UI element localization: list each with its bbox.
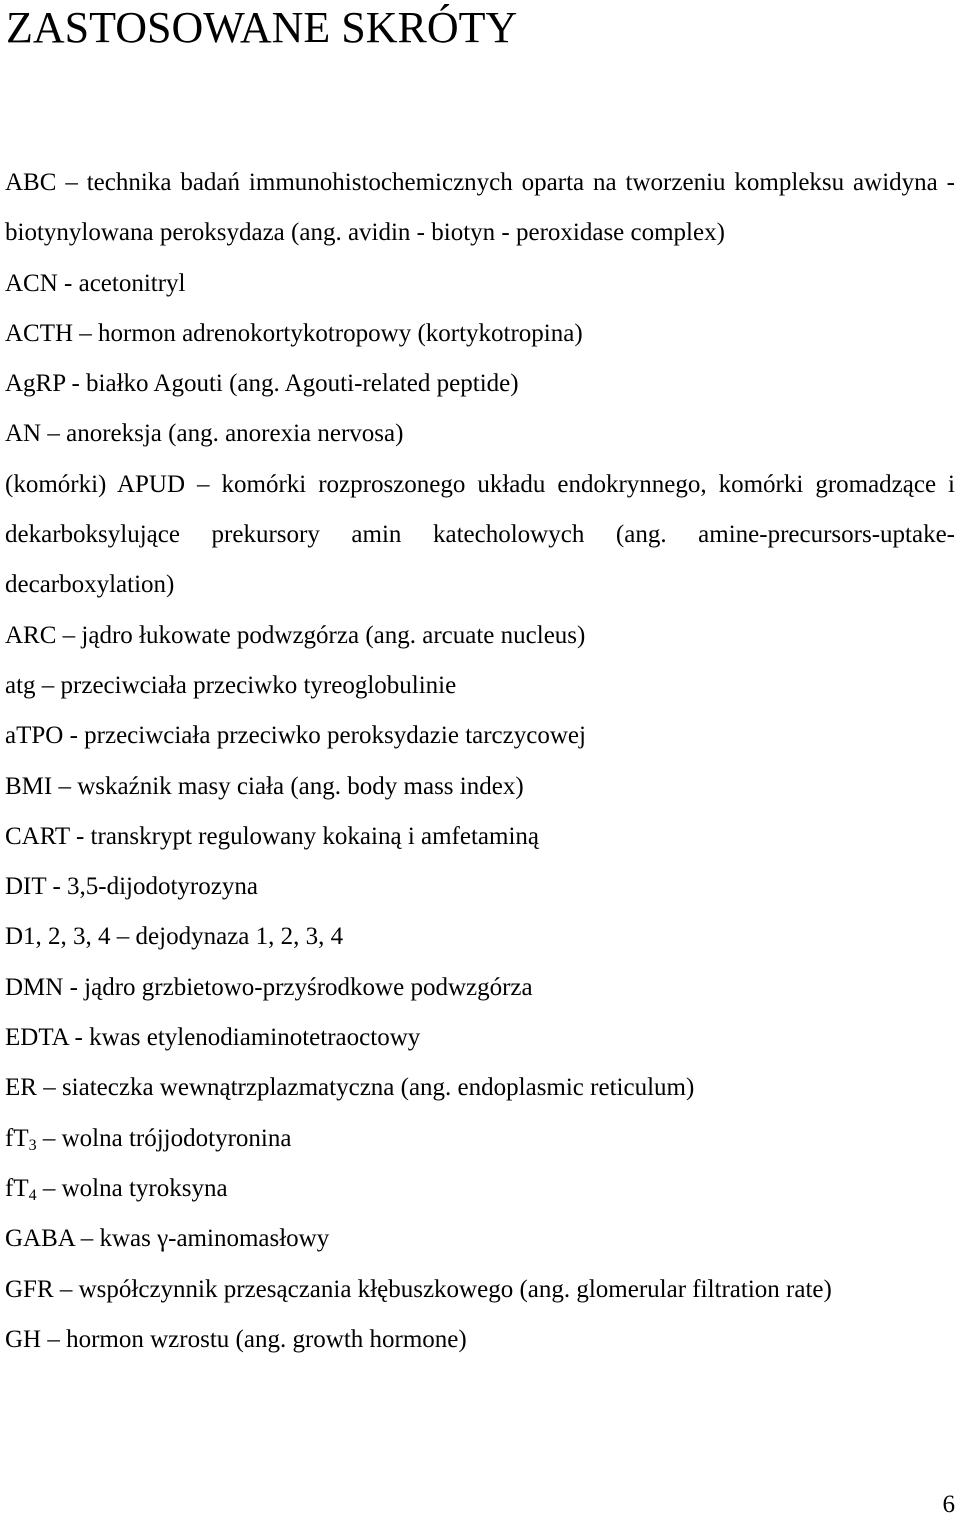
abbreviation-prefix: fT xyxy=(5,1174,29,1202)
abbreviation-entry-acn: ACN - acetonitryl xyxy=(5,269,186,297)
abbreviation-entry-gfr: GFR – współczynnik przesączania kłębuszkowego (ang. glomerular filtration rate) xyxy=(5,1275,832,1303)
abbreviation-definition: – wolna trójjodotyronina xyxy=(36,1124,292,1152)
abbreviation-entry-atg: atg – przeciwciała przeciwko tyreoglobulinie xyxy=(5,671,457,699)
abbreviation-entry-ft4 xyxy=(5,1164,955,1214)
abbreviation-entry-arc: ARC – jądro łukowate podwzgórza (ang. arcuate nucleus) xyxy=(5,621,586,649)
abbreviation-entry-dit: DIT - 3,5-dijodotyrozyna xyxy=(5,873,258,901)
abbreviation-entry-apud: (komórki) APUD – komórki rozproszonego układu endokrynnego, komórki gromadzące i dekarboksylujące prekursory amin katecholowych (ang. amine-precursors-uptake-decarboxylation) xyxy=(5,470,955,599)
abbreviation-entry-gh: GH – hormon wzrostu (ang. growth hormone) xyxy=(5,1325,467,1353)
page-number: 6 xyxy=(942,1491,955,1518)
abbreviation-subscript: 4 xyxy=(28,1186,37,1204)
abbreviation-entry-dmn: DMN - jądro grzbietowo-przyśrodkowe podwzgórza xyxy=(5,973,533,1001)
abbreviation-entry-er: ER – siateczka wewnątrzplazmatyczna (ang. endoplasmic reticulum) xyxy=(5,1074,695,1102)
abbreviation-entry-atpo: aTPO - przeciwciała przeciwko peroksydazie tarczycowej xyxy=(5,722,586,750)
abbreviation-entry-an: AN – anoreksja (ang. anorexia nervosa) xyxy=(5,420,404,448)
abbreviation-entry-d1234: D1, 2, 3, 4 – dejodynaza 1, 2, 3, 4 xyxy=(5,923,344,951)
abbreviation-prefix: fT xyxy=(5,1124,29,1152)
abbreviation-entry-agrp: AgRP - białko Agouti (ang. Agouti-related peptide) xyxy=(5,370,519,398)
abbreviation-entry-acth: ACTH – hormon adrenokortykotropowy (kortykotropina) xyxy=(5,319,583,347)
abbreviation-entry-ft3 xyxy=(5,1114,955,1164)
abbreviation-entry-bmi: BMI – wskaźnik masy ciała (ang. body mass index) xyxy=(5,772,524,800)
page-title: ZASTOSOWANE SKRÓTY xyxy=(6,3,518,52)
abbreviation-entry-edta: EDTA - kwas etylenodiaminotetraoctowy xyxy=(5,1024,421,1052)
abbreviation-subscript: 3 xyxy=(28,1136,37,1154)
abbreviation-entry-abc: ABC – technika badań immunohistochemicznych oparta na tworzeniu kompleksu awidyna - biotynylowana peroksydaza (ang. avidin - biotyn - peroxidase complex) xyxy=(5,169,955,247)
abbreviations-list xyxy=(5,158,955,1365)
abbreviation-entry-cart: CART - transkrypt regulowany kokainą i amfetaminą xyxy=(5,822,540,850)
abbreviation-definition: – wolna tyroksyna xyxy=(36,1174,228,1202)
abbreviation-entry-gaba: GABA – kwas γ-aminomasłowy xyxy=(5,1225,330,1253)
